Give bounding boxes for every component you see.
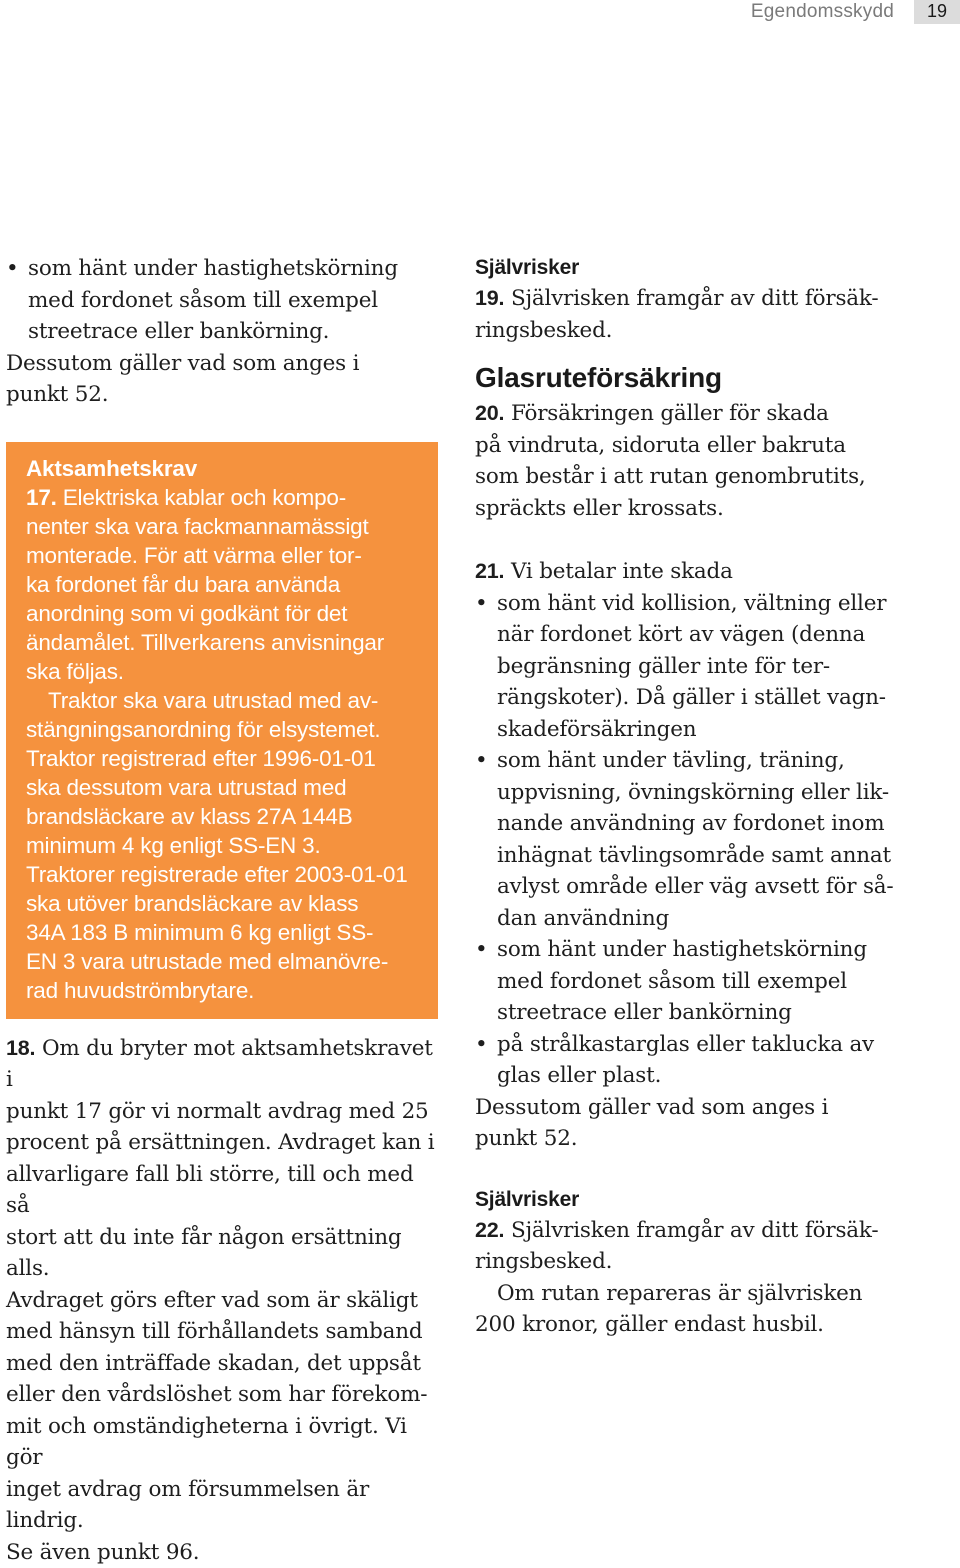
exclusions-list (475, 588, 915, 1092)
list-item: • som hänt vid kollision, vältning eller när fordonet kört av vägen (denna begränsning gäller inte för ter- rängskoter). Då gäller i stället vagn- skadeförsäkringen (475, 588, 915, 746)
paragraph-number: 21. (475, 559, 504, 583)
paragraph-number: 19. (475, 286, 504, 310)
left-bullet-list (6, 253, 440, 348)
section-heading-sjalvrisker: Självrisker (475, 1185, 915, 1215)
left-column (6, 253, 440, 1568)
paragraph-number: 18. (6, 1036, 35, 1060)
page-number: 19 (914, 0, 960, 24)
list-item: • som hänt under tävling, träning, uppvisning, övningskörning eller lik- nande användning av fordonet inom inhägnat tävlingsområde samt annat avlyst område eller väg avsett för så- dan användning (475, 745, 915, 934)
box-heading: Aktsamhetskrav (26, 454, 438, 483)
paragraph-19: 19. Självrisken framgår av ditt försäk- ringsbesked. (475, 283, 915, 346)
paragraph: Dessutom gäller vad som anges i punkt 52. (6, 348, 440, 411)
page-header (751, 0, 960, 24)
section-heading-glasruteforsakring: Glasruteförsäkring (475, 360, 915, 396)
list-item: • som hänt under hastighetskörning med fordonet såsom till exempel streetrace eller bankörning. (6, 253, 440, 348)
paragraph: Dessutom gäller vad som anges i punkt 52. (475, 1092, 915, 1155)
paragraph: Om rutan repareras är självrisken 200 kronor, gäller endast husbil. (475, 1278, 915, 1341)
list-item: • som hänt under hastighetskörning med fordonet såsom till exempel streetrace eller bankörning (475, 934, 915, 1029)
paragraph-20: 20. Försäkringen gäller för skada på vindruta, sidoruta eller bakruta som består i att rutan genombrutits, spräckts eller krossats. (475, 398, 915, 524)
section-title: Egendomsskydd (751, 1, 894, 23)
paragraph-number: 20. (475, 401, 504, 425)
right-column (475, 253, 915, 1341)
paragraph-21: 21. Vi betalar inte skada (475, 556, 915, 588)
section-heading-sjalvrisker: Självrisker (475, 253, 915, 283)
box-paragraph-17: 17. Elektriska kablar och kompo- nenter ska vara fackmannamässigt monterade. För att värma eller tor- ka fordonet får du bara använda anordning som vi godkänt för det ändamålet. Tillverkarens anvisningar ska följas. (26, 483, 438, 686)
paragraph-number: 22. (475, 1218, 504, 1242)
paragraph-number: 17. (26, 485, 57, 510)
paragraph-18: 18. Om du bryter mot aktsamhetskravet i punkt 17 gör vi normalt avdrag med 25 procent på ersättningen. Avdraget kan i allvarligare fall bli större, till och med så stort att du inte får någon ersättning alls. Avdraget görs efter vad som är skäligt med hänsyn till förhållandets samband med den inträffade skadan, det uppsåt eller den vårdslöshet som har förekom- mit och omständigheterna i övrigt. Vi gör inget avdrag om försummelsen är lindrig. Se även punkt 96. (6, 1033, 440, 1568)
aktsamhetskrav-box (6, 442, 438, 1019)
paragraph-22: 22. Självrisken framgår av ditt försäk- ringsbesked. (475, 1215, 915, 1278)
list-item: • på strålkastarglas eller taklucka av glas eller plast. (475, 1029, 915, 1092)
box-paragraph-traktor: Traktor ska vara utrustad med av- stängningsanordning för elsystemet. Traktor registrerad efter 1996-01-01 ska dessutom vara utrustad med brandsläckare av klass 27A 144B minimum 4 kg enligt SS-EN 3. Traktorer registrerade efter 2003-01-01 ska utöver brandsläckare av klass 34A 183 B minimum 6 kg enligt SS- EN 3 vara utrustade med elmanövre- rad huvudströmbrytare. (26, 686, 438, 1005)
